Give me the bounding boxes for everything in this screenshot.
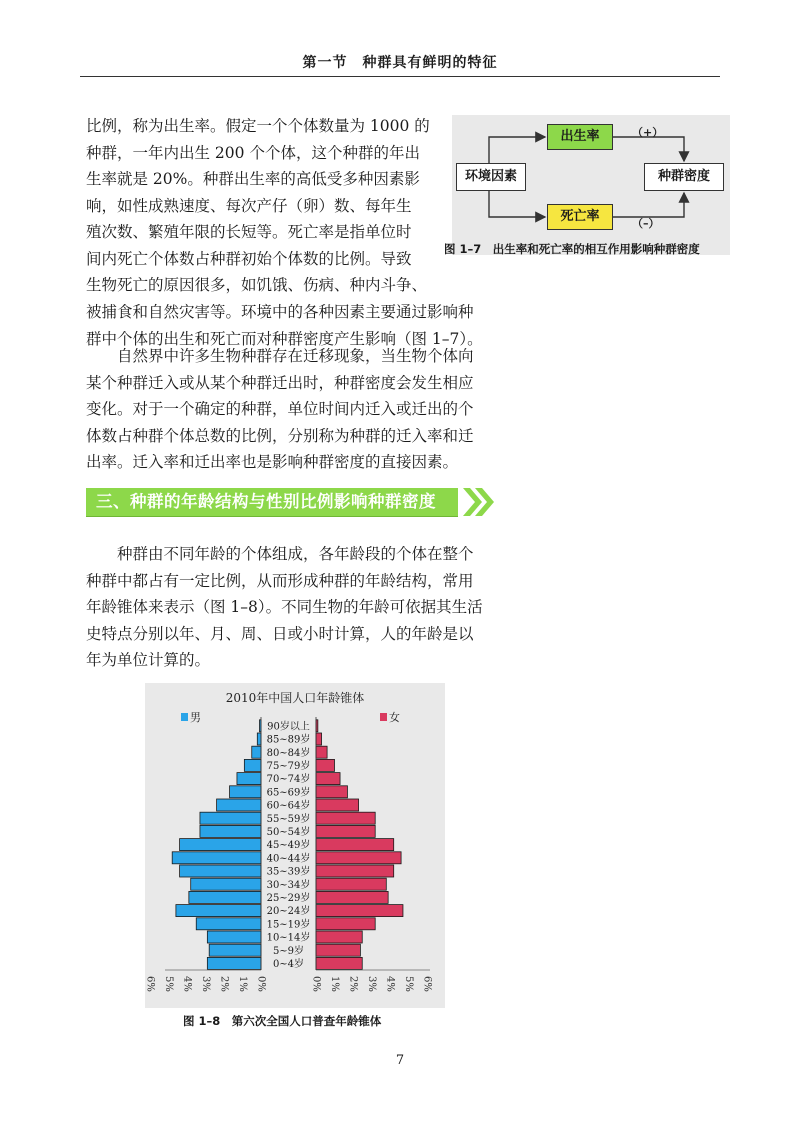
age-label: 30~34岁 [266, 879, 311, 891]
age-label: 75~79岁 [266, 761, 311, 772]
bar-male [230, 786, 261, 798]
double-chevron-icon [461, 486, 497, 518]
age-label: 15~19岁 [266, 919, 311, 931]
bar-female [316, 891, 388, 903]
bar-male [180, 865, 261, 877]
bar-female [316, 825, 375, 837]
pyramid-chart [145, 683, 445, 1008]
x-tick-label-right: 0% [310, 976, 322, 992]
section-heading: 三、种群的年龄结构与性别比例影响种群密度 [86, 488, 458, 517]
x-tick-label-right: 4% [384, 976, 396, 992]
age-label: 55~59岁 [266, 813, 311, 825]
negative-effect-label: （–） [632, 217, 660, 230]
age-label: 85~89岁 [266, 734, 311, 746]
positive-effect-label: （+） [632, 126, 664, 139]
bar-male [207, 931, 261, 943]
running-header [80, 52, 720, 77]
bar-female [316, 905, 403, 917]
figure-1-7-diagram [452, 115, 730, 255]
bar-female [316, 733, 322, 745]
age-label: 50~54岁 [266, 827, 311, 838]
x-tick-label-right: 2% [347, 976, 359, 992]
bar-male [180, 839, 261, 851]
legend-label-male: 男 [190, 711, 201, 724]
age-label: 5~9岁 [272, 945, 305, 957]
legend-label-female: 女 [389, 711, 400, 724]
x-tick-label-left: 4% [181, 976, 193, 992]
bar-female [316, 812, 375, 824]
figure-1-7-caption: 图 1–7 出生率和死亡率的相互作用影响种群密度 [444, 242, 700, 256]
bar-male [209, 944, 261, 956]
bar-male [237, 773, 261, 785]
age-label: 25~29岁 [266, 893, 311, 904]
section-header-title: 第一节 种群具有鲜明的特征 [302, 55, 498, 71]
bar-male [176, 905, 261, 917]
x-tick-label-left: 3% [200, 976, 211, 992]
x-tick-label-right: 1% [329, 976, 340, 992]
bar-male [191, 878, 261, 890]
bar-female [316, 799, 359, 811]
bar-female [316, 773, 340, 785]
figure-1-8-population-pyramid [145, 683, 445, 1008]
bar-male [172, 852, 261, 864]
birth-rate-box: 出生率 [547, 124, 613, 150]
x-tick-label-left: 1% [237, 976, 248, 992]
x-tick-label-left: 5% [163, 976, 174, 992]
age-label: 0~4岁 [272, 959, 305, 970]
bar-female [316, 957, 362, 969]
bar-female [316, 931, 362, 943]
age-label: 40~44岁 [266, 853, 311, 865]
bar-male [200, 812, 261, 824]
age-label: 20~24岁 [266, 906, 311, 918]
bar-female [316, 759, 335, 771]
page-number: 7 [395, 1053, 405, 1068]
legend-swatch-male [181, 713, 188, 721]
paragraph-birth-rate-continued: 被捕食和自然灾害等。环境中的各种因素主要通过影响种 群中个体的出生和死亡而对种群密度产生影响（图 1–7）。 [86, 303, 483, 348]
age-label: 35~39岁 [266, 866, 311, 878]
age-label: 60~64岁 [266, 800, 311, 812]
bar-female [316, 918, 375, 930]
figure-1-8-caption: 图 1–8 第六次全国人口普查年龄锥体 [183, 1014, 382, 1028]
legend-swatch-female [380, 713, 387, 721]
age-label: 70~74岁 [266, 774, 311, 786]
x-tick-label-left: 2% [218, 976, 230, 992]
bar-male [252, 746, 261, 758]
bar-male [217, 799, 261, 811]
death-rate-box: 死亡率 [547, 204, 613, 230]
bar-female [316, 878, 386, 890]
chart-title: 2010年中国人口年龄锥体 [225, 691, 365, 705]
x-tick-label-right: 5% [403, 976, 414, 992]
bar-female [316, 944, 360, 956]
bar-female [316, 839, 394, 851]
population-density-box: 种群密度 [644, 163, 724, 191]
x-tick-label-left: 0% [255, 976, 267, 992]
bar-male [196, 918, 261, 930]
paragraph-migration: 自然界中许多生物种群存在迁移现象，当生物个体向 某个种群迁入或从某个种群迁出时，种群密度会发生相应 变化。对于一个确定的种群，单位时间内迁入或迁出的个 体数占种群个体总数的比例，分别称为种群的迁入率和迁 出率。迁入率和迁出率也是影响种群密度的直接因素。 [86, 347, 474, 471]
bar-male [189, 891, 261, 903]
age-label: 90岁以上 [267, 721, 310, 733]
bar-female [316, 746, 327, 758]
age-label: 10~14岁 [266, 932, 311, 944]
x-tick-label-left: 6% [145, 976, 156, 992]
bar-male [257, 733, 261, 745]
bar-male [207, 957, 261, 969]
x-tick-label-right: 3% [366, 976, 377, 992]
paragraph-age-structure: 种群由不同年龄的个体组成，各年龄段的个体在整个 种群中都占有一定比例，从而形成种群的年龄结构，常用 年龄锥体来表示（图 1–8）。不同生物的年龄可依据其生活 史特点分别以年、月、周、日或小时计算，人的年龄是以 年为单位计算的。 [86, 545, 483, 669]
age-label: 45~49岁 [266, 840, 311, 852]
bar-female [316, 852, 401, 864]
bar-female [316, 786, 347, 798]
bar-female [316, 865, 394, 877]
bar-male [244, 759, 261, 771]
x-tick-label-right: 6% [421, 976, 433, 992]
age-label: 65~69岁 [266, 787, 311, 799]
environment-factors-box: 环境因素 [456, 163, 526, 191]
age-label: 80~84岁 [266, 747, 311, 759]
bar-male [200, 825, 261, 837]
paragraph-birth-rate: 比例，称为出生率。假定一个个体数量为 1000 的 种群，一年内出生 200 个个体，这个种群的年出 生率就是 20%。种群出生率的高低受多种因素影 响，如性成熟速度、每次产仔（卵）数、每年生 殖次数、繁殖年限的长短等。死亡率是指单位时 间内死亡个体数占种群初始个体数的比例。导致 生物死亡的原因很多，如饥饿、伤病、种内斗争、 [86, 117, 430, 294]
